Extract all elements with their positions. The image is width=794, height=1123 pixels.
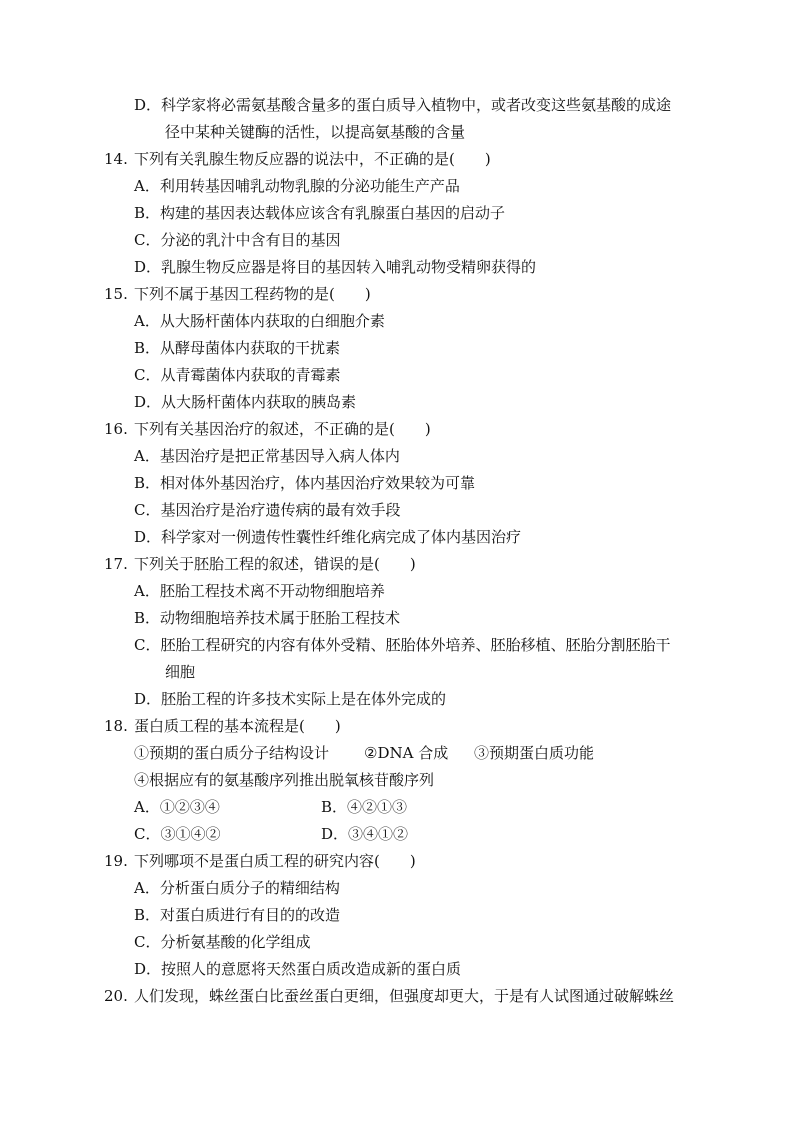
- question-number: 20.: [104, 987, 128, 1005]
- question-number: 14.: [104, 150, 128, 168]
- question-text: 下列不属于基因工程药物的是( ): [134, 285, 371, 303]
- q18-step-3: ③预期蛋白质功能: [474, 744, 595, 762]
- q18-option-c: C．③①④②: [134, 825, 221, 843]
- question-text: 下列哪项不是蛋白质工程的研究内容( ): [134, 852, 416, 870]
- q15-option-a: A．从大肠杆菌体内获取的白细胞介素: [134, 312, 385, 330]
- q18-option-a: A．①②③④: [134, 798, 220, 816]
- q17-option-b: B．动物细胞培养技术属于胚胎工程技术: [134, 609, 401, 627]
- q18-option-d: D．③④①②: [321, 825, 409, 843]
- q18-option-b: B．④②①③: [321, 798, 408, 816]
- q17-option-d: D．胚胎工程的许多技术实际上是在体外完成的: [134, 690, 447, 708]
- q13-option-d-line2: 径中某种关键酶的活性，以提高氨基酸的含量: [165, 123, 466, 141]
- q15-option-c: C．从青霉菌体内获取的青霉素: [134, 366, 341, 384]
- question-number: 19.: [104, 852, 128, 870]
- q16-option-a: A．基因治疗是把正常基因导入病人体内: [134, 447, 400, 465]
- question-text: 下列关于胚胎工程的叙述，错误的是( ): [134, 555, 416, 573]
- q15-option-d: D．从大肠杆菌体内获取的胰岛素: [134, 393, 357, 411]
- question-text: 蛋白质工程的基本流程是( ): [134, 717, 341, 735]
- q18-stem: [104, 716, 341, 736]
- q16-option-d: D．科学家对一例遗传性囊性纤维化病完成了体内基因治疗: [134, 528, 522, 546]
- question-text: 人们发现，蛛丝蛋白比蚕丝蛋白更细，但强度却更大，于是有人试图通过破解蛛丝: [134, 987, 675, 1005]
- q19-option-a: A．分析蛋白质分子的精细结构: [134, 879, 340, 897]
- q15-stem: [104, 284, 371, 304]
- q17-stem: [104, 554, 416, 574]
- q14-stem: [104, 149, 491, 169]
- q15-option-b: B．从酵母菌体内获取的干扰素: [134, 339, 341, 357]
- q17-option-a: A．胚胎工程技术离不开动物细胞培养: [134, 582, 385, 600]
- question-number: 16.: [104, 420, 128, 438]
- q16-option-c: C．基因治疗是治疗遗传病的最有效手段: [134, 501, 401, 519]
- q18-options-row-1: [134, 797, 407, 817]
- q14-option-d: D．乳腺生物反应器是将目的基因转入哺乳动物受精卵获得的: [134, 258, 537, 276]
- q18-options-row-2: [134, 824, 408, 844]
- q18-step-1: ①预期的蛋白质分子结构设计: [134, 744, 330, 762]
- q17-option-c-line1: C．胚胎工程研究的内容有体外受精、胚胎体外培养、胚胎移植、胚胎分割胚胎干: [134, 636, 671, 654]
- question-number: 18.: [104, 717, 128, 735]
- q19-option-d: D．按照人的意愿将天然蛋白质改造成新的蛋白质: [134, 960, 462, 978]
- question-number: 17.: [104, 555, 128, 573]
- q13-option-d-line1: D．科学家将必需氨基酸含量多的蛋白质导入植物中，或者改变这些氨基酸的成途: [134, 96, 672, 114]
- q20-stem: [104, 986, 674, 1006]
- q19-option-c: C．分析氨基酸的化学组成: [134, 933, 311, 951]
- q14-option-a: A．利用转基因哺乳动物乳腺的分泌功能生产产品: [134, 177, 460, 195]
- q14-option-b: B．构建的基因表达载体应该含有乳腺蛋白基因的启动子: [134, 204, 506, 222]
- q18-step-2: ②DNA 合成: [364, 744, 449, 762]
- q16-stem: [104, 419, 431, 439]
- q17-option-c-line2: 细胞: [165, 663, 196, 681]
- q19-option-b: B．对蛋白质进行有目的的改造: [134, 906, 341, 924]
- question-number: 15.: [104, 285, 128, 303]
- q18-step-4: ④根据应有的氨基酸序列推出脱氧核苷酸序列: [134, 771, 435, 789]
- q18-steps-row: [134, 743, 594, 763]
- question-text: 下列有关基因治疗的叙述，不正确的是( ): [134, 420, 431, 438]
- question-text: 下列有关乳腺生物反应器的说法中，不正确的是( ): [134, 150, 491, 168]
- q19-stem: [104, 851, 416, 871]
- q16-option-b: B．相对体外基因治疗，体内基因治疗效果较为可靠: [134, 474, 476, 492]
- q14-option-c: C．分泌的乳汁中含有目的基因: [134, 231, 341, 249]
